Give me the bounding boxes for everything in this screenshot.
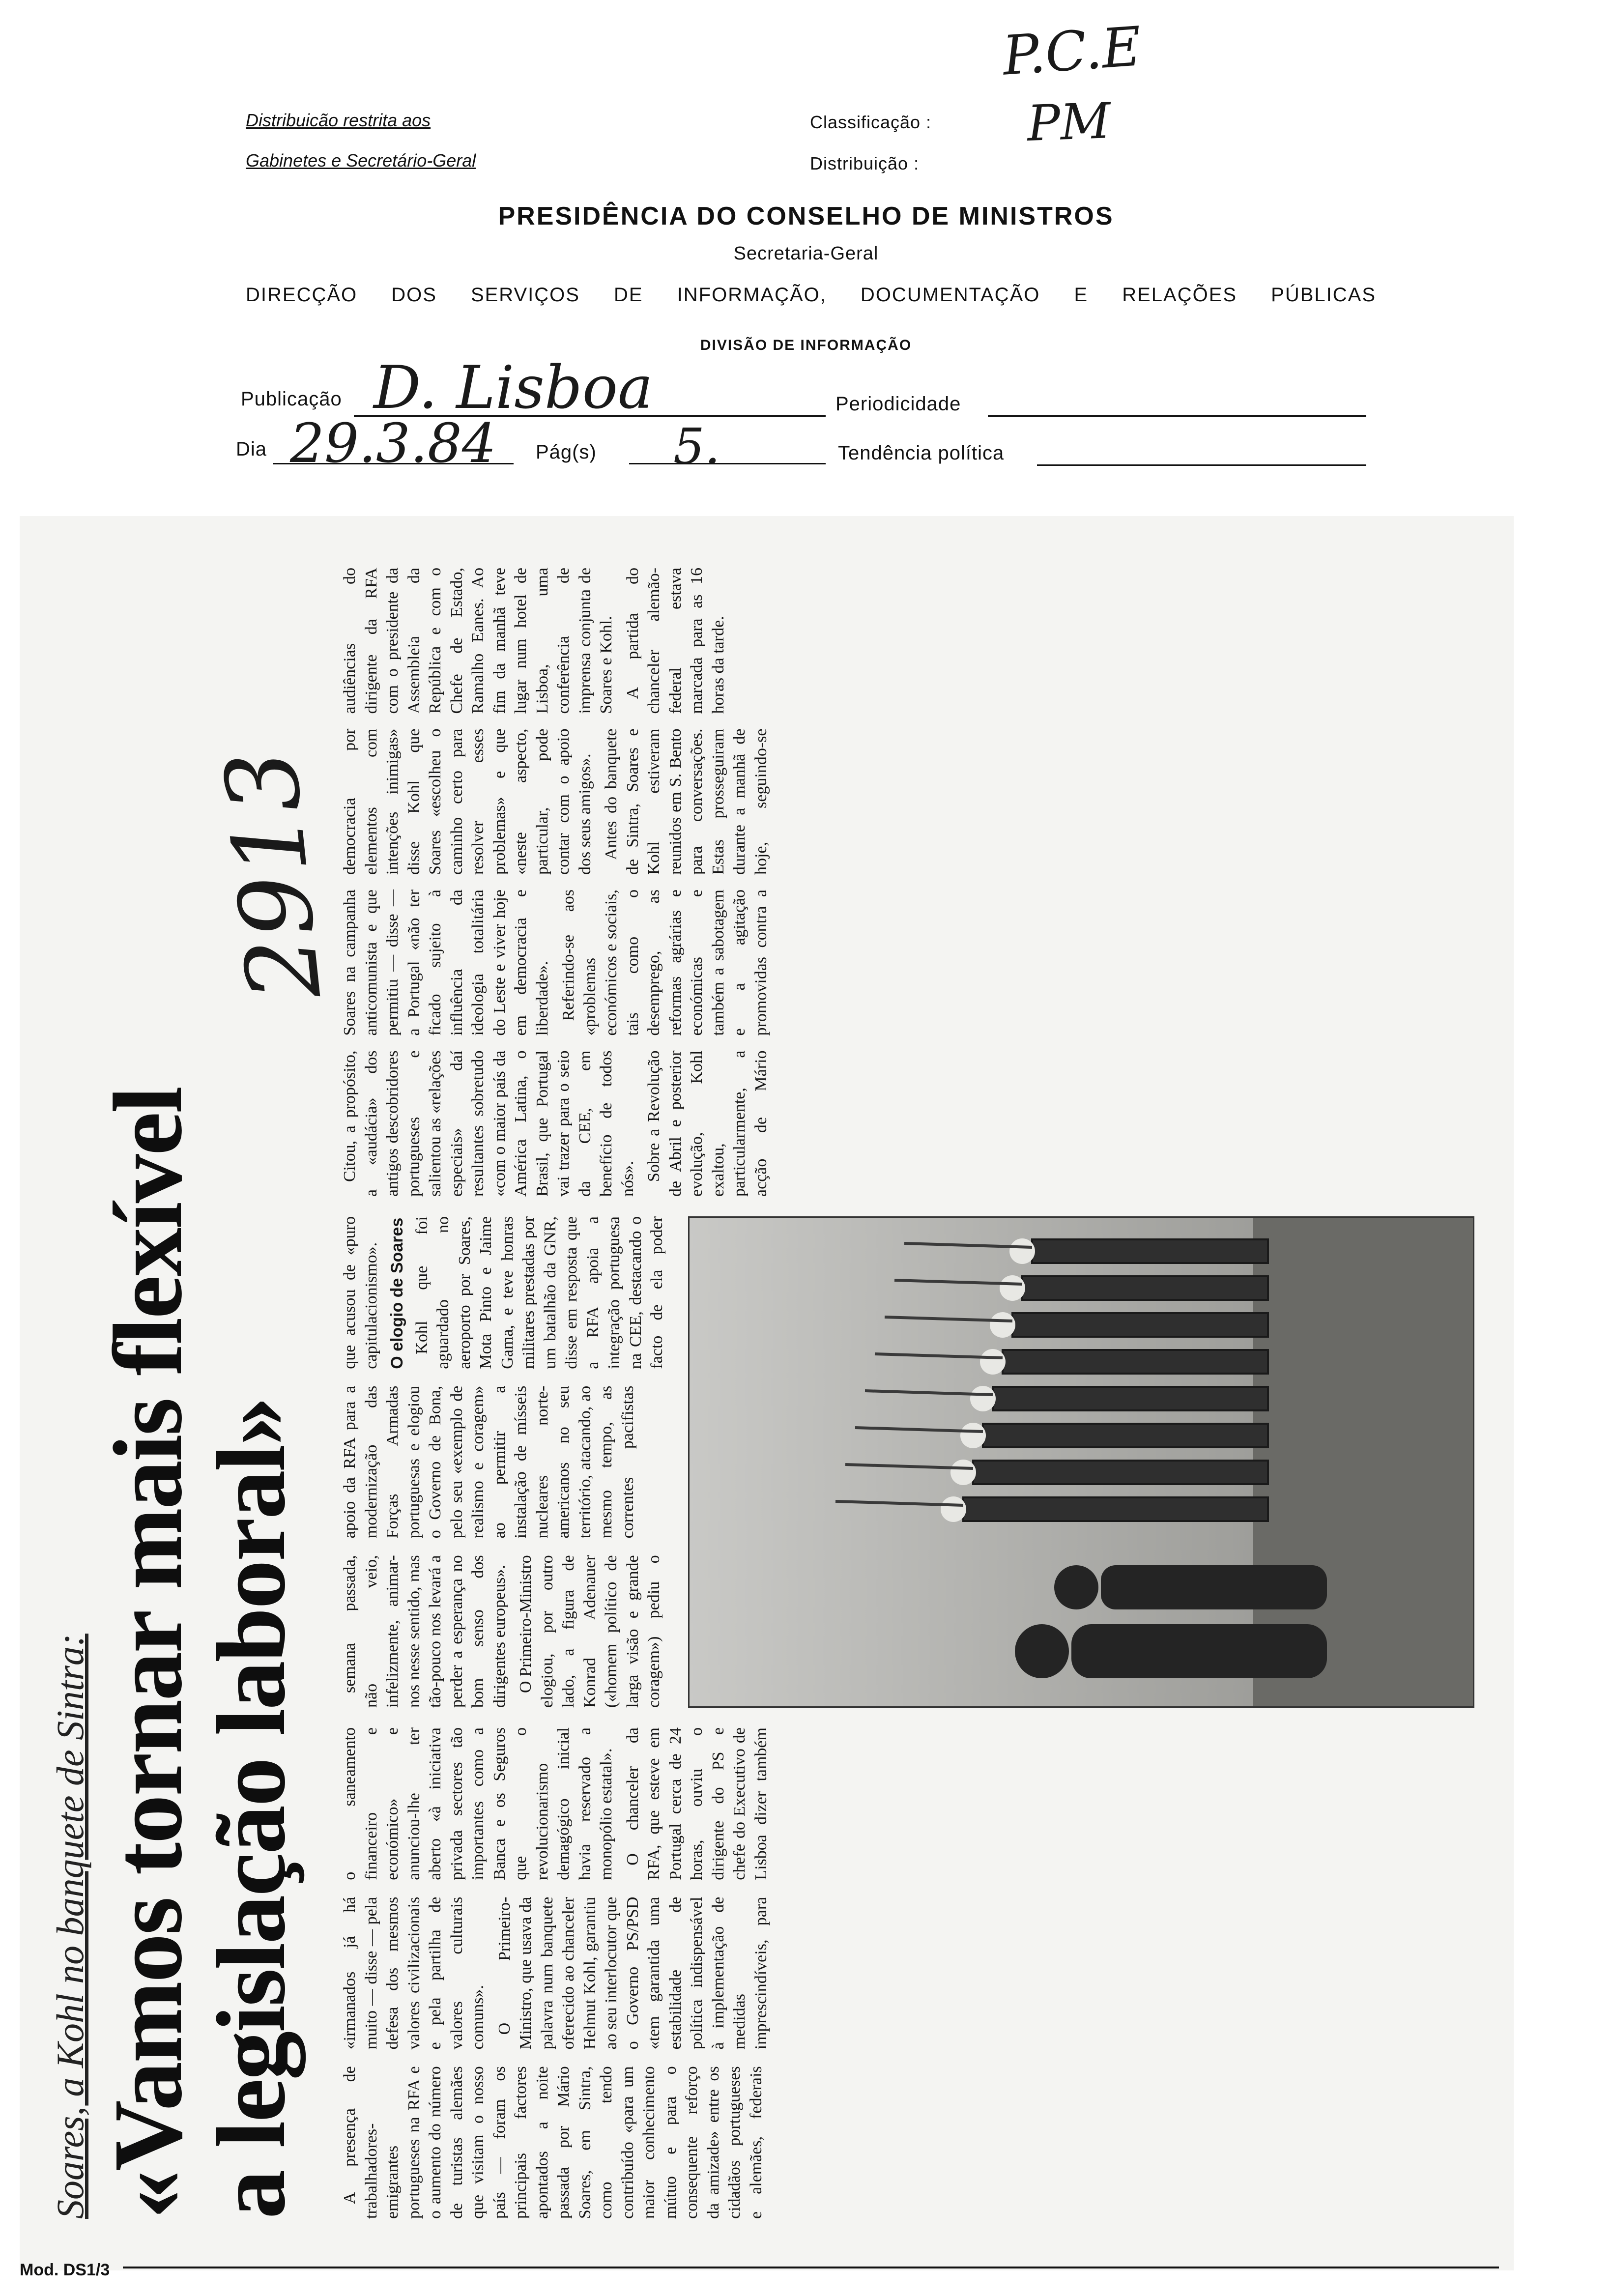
directorate-line: DIRECÇÃO DOS SERVIÇOS DE INFORMAÇÃO, DOCUMENTAÇÃO E RELAÇÕES PÚBLICAS [246, 284, 1376, 306]
article-column-group-1 [339, 1727, 781, 2219]
day-label: Dia [236, 438, 267, 460]
headline-line-1: «Vamos tornar mais flexível [94, 1087, 202, 2219]
footer-rule [123, 2267, 1499, 2268]
division-label: DIVISÃO DE INFORMAÇÃO [700, 337, 912, 353]
political-label: Tendência política [838, 442, 1005, 464]
paragraph: Kohl que foi aguardado no aeroporto por Soares, Mota Pinto e Jaime Gama, e teve honras militares prestadas por um batalhão da GNR, disse em resposta que a RFA apoia a integração portuguesa na CEE, destacando o facto de ela poder [412, 1216, 666, 1369]
publication-label: Publicação [241, 388, 342, 410]
periodicity-underline [988, 415, 1366, 417]
article-subhead: O elogio de Soares [388, 1217, 407, 1369]
paragraph: O Primeiro-Ministro, que usava da palavra num banquete oferecido ao chanceler Helmut Kohl, garantiu ao seu interlocutor que o Governo PS/PSD «tem garantida uma estabilidade de política indispensável à implementação de medidas imprescindíveis, para o saneamento financeiro e económico» e anunciou-lhe ter aberto «à iniciativa privada sectores tão importantes como a Banca e os Seguros que o revolucionarismo demagógico inicial havia reservado a monopólio estatal». [341, 1727, 770, 2050]
restriction-line-1: Distribuicão restrita aos [246, 110, 431, 130]
handwritten-article-number: 2913 [203, 745, 344, 1005]
paragraph: O chanceler da RFA, que esteve em Portugal cerca de 24 horas, ouviu o dirigente do PS e chefe do Executivo de Lisboa dizer também [623, 1727, 770, 1880]
handwritten-corner-initials: PM [1026, 92, 1112, 152]
periodicity-label: Periodicidade [835, 393, 961, 415]
article-column-group-2 [339, 1216, 673, 1708]
form-code: Mod. DS1/3 [20, 2261, 110, 2279]
paragraph: semana passada, não veio, infelizmente, animar-nos nesse sentido, mas tão-pouco nos levará a perder a esperança no bom senso dos dirigentes europeus». [341, 1555, 509, 1708]
handwritten-corner-mark: P.C.E [1000, 15, 1144, 87]
org-subtitle: Secretaria-Geral [733, 243, 879, 264]
pages-value: 5. [673, 418, 720, 475]
pages-label: Pág(s) [536, 441, 597, 463]
pages-underline [629, 463, 826, 464]
paragraph: Antes do banquete de Sintra, Soares e Kohl estiveram reunidos em S. Bento para conversações. Estas prosseguiram durante a manhã de hoje, seguindo-se audiências do dirigente da RFA com o presidente da Assembleia da República e com o Chefe de Estado, Ramalho Eanes. Ao fim da manhã teve lugar num hotel de Lisboa, uma conferência de imprensa conjunta de Soares e Kohl. [341, 568, 770, 875]
article-column-group-3 [339, 568, 958, 1197]
photo-guard-of-honour [688, 1216, 1474, 1708]
restriction-line-2: Gabinetes e Secretário-Geral [246, 150, 476, 171]
newspaper-clipping [20, 516, 1514, 2270]
day-value: 29.3.84 [290, 412, 496, 475]
paragraph: O Primeiro-Ministro elogiou, por outro lado, a figura de Konrad Adenauer («homem político de larga visão e grande coragem») pediu o apoio da RFA para a modernização das Forças Armadas portuguesas e elogiou o Governo de Bona, pelo seu «exemplo de realismo e coragem» ao permitir a instalação de mísseis nucleares norte-americanos no seu território, atacando, ao mesmo tempo, as correntes pacifistas que acusou de «puro capitulacionismo». [341, 1216, 663, 1708]
distribution-label: Distribuição : [810, 153, 920, 173]
clipping-rotated-content [39, 548, 1494, 2239]
news-photo [688, 1216, 1474, 1708]
headline-line-2: a legislação laboral» [197, 1398, 306, 2219]
publication-value: D. Lisboa [374, 354, 653, 422]
paragraph: Citou, a propósito, a «audácia» dos antigos descobridores portugueses e salientou as «relações especiais» daí resultantes sobretudo «com o maior país da América Latina, o Brasil, que Portugal vai trazer para o seio da CEE, em benefício de todos nós». [341, 1050, 637, 1197]
paragraph: Sobre a Revolução de Abril e posterior evolução, Kohl exaltou, particularmente, a acção de Mário Soares na campanha anticomunista e que permitiu — disse — a Portugal «não ter ficado sujeito à influência da ideologia totalitária do Leste e viver hoje em democracia e liberdade». [341, 890, 770, 1197]
classification-label: Classificação : [810, 112, 932, 132]
org-title: PRESIDÊNCIA DO CONSELHO DE MINISTROS [498, 202, 1114, 230]
day-underline [273, 463, 514, 464]
paragraph: A presença de trabalhadores-emigrantes portugueses na RFA e o aumento do número de turistas alemães que visitam o nosso país — foram os principais factores apontados a noite passada por Mário Soares, em Sintra, como tendo contribuído «para um maior conhecimento mútuo e para o consequente reforço da amizade» entre os cidadãos portugueses e alemães, federais «irmanados já há muito — disse — pela defesa dos mesmos valores civilizacionais e pela partilha de valores culturais comuns». [341, 1896, 765, 2219]
article-kicker: Soares, a Kohl no banquete de Sintra: [49, 1634, 91, 2219]
political-underline [1037, 464, 1366, 466]
paragraph: A partida do chanceler alemão-federal estava marcada para as 16 horas da tarde. [623, 568, 727, 714]
paragraph: Referindo-se aos «problemas económicos e sociais, tais como o desemprego, as reformas agrárias e económicas e também a sabotagem e a agitação promovidas contra a democracia por elementos com intenções inimigas» disse Kohl que Soares «escolheu o caminho certo para resolver esses problemas» e que «neste aspecto, particular, pode contar com o apoio dos seus amigos». [341, 728, 770, 1036]
